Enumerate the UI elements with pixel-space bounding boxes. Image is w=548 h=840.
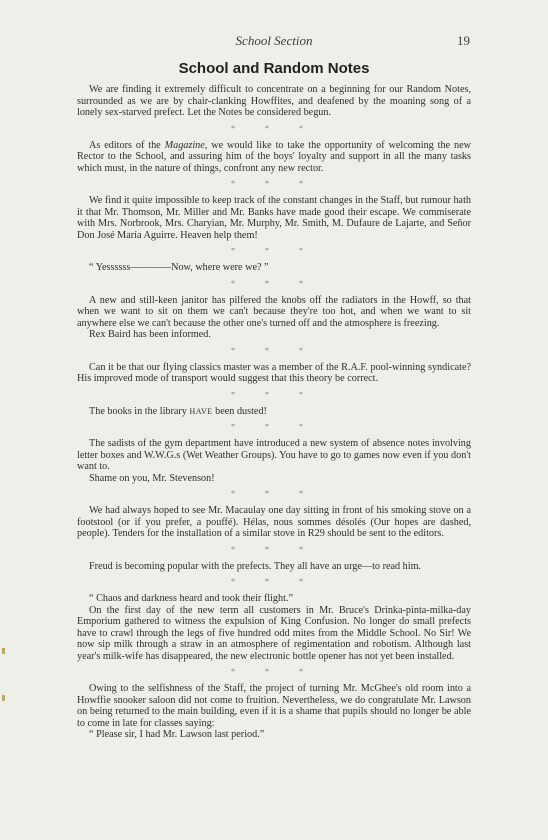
magazine-italic: Magazine xyxy=(164,139,205,151)
separator: * * * xyxy=(231,489,317,498)
section-title: School Section xyxy=(235,33,313,48)
paragraph: A new and still-keen janitor has pilfered the knobs off the radiators in the Howff, so that when we want to sit on them we can't because they're too hot, and when we want to sit anywhere else we can't because the other one's turned off and the atmosphere is freezing. xyxy=(77,294,471,329)
paragraph: Shame on you, Mr. Stevenson! xyxy=(89,472,215,484)
paragraph: Owing to the selfishness of the Staff, the project of turning Mr. McGhee's old room into a Howffie snooker saloon did not come to fruition. Nevertheless, we do congratulate Mr. Lawson on being returned to the main building, even if it is a shame that pupils should no longer be able to come in late for classes saying: xyxy=(77,683,471,729)
paragraph: “ Yessssss————Now, where were we? ” xyxy=(89,262,269,273)
article-title: School and Random Notes xyxy=(178,60,370,77)
separator: * * * xyxy=(231,278,317,288)
page-number: 19 xyxy=(457,33,470,48)
page-header xyxy=(0,33,548,53)
paragraph: As editors of the Magazine, we would like to take the opportunity of welcoming the new Rector to the School, and assuring him of the boys' loyalty and support in all the many tasks which must, in the nature of things, confront any new rector. xyxy=(77,139,471,174)
paragraph: Can it be that our flying classics master was a member of the R.A.F. pool-winning syndicate? His improved mode of transport would suggest that this theory be correct. xyxy=(77,361,471,384)
separator: * * * xyxy=(231,422,317,431)
separator: * * * xyxy=(231,179,317,188)
paragraph: Rex Baird has been informed. xyxy=(89,329,211,340)
separator: * * * xyxy=(231,389,317,399)
paragraph: “ Please sir, I had Mr. Lawson last period.” xyxy=(89,729,265,740)
have-smallcaps: HAVE xyxy=(189,406,213,416)
margin-mark xyxy=(2,648,5,654)
paragraph: “ Chaos and darkness heard and took their flight.” xyxy=(89,593,293,604)
separator: * * * xyxy=(231,246,317,255)
margin-mark xyxy=(2,695,5,701)
paragraph: We find it quite impossible to keep track of the constant changes in the Staff, but rumour hath it that Mr. Thomson, Mr. Miller and Mr. Banks have made good their escape. We commiserate with Mrs. Norbrook, Mrs. Charyian, Mr. Murphy, Mr. Smith, M. Dufaure de Lajarte, and Señor Don José María Aguirre. Heaven help them! xyxy=(77,195,471,241)
separator: * * * xyxy=(231,544,317,554)
paragraph: On the first day of the new term all customers in Mr. Bruce's Drinka-pinta-milka-day Emporium gathered to witness the expulsion of King Confusion. No longer do small prefects have to crawl through the legs of five hundred odd mites from the Middle School. No Sir! We now sip milk through a straw in an atmosphere of regimentation and robotism. Although last year's milk-wife has disappeared, the new electronic bottle opener has not yet been installed. xyxy=(77,604,471,662)
paragraph: The books in the library HAVE been dusted! xyxy=(89,405,267,417)
separator: * * * xyxy=(231,667,317,676)
paragraph: Freud is becoming popular with the prefects. They all have an urge—to read him. xyxy=(89,560,422,572)
paragraph: We had always hoped to see Mr. Macaulay one day sitting in front of his smoking stove on a footstool (or if you prefer, a pouffé). Hélas, nous sommes désolés (Our hopes are dashed, people). Tenders for the installation of a similar stove in R29 should be sent to the editors. xyxy=(77,505,471,539)
paragraph: We are finding it extremely difficult to concentrate on a beginning for our Random Notes, surrounded as we are by chair-clanking Howffites, and deafened by the moaning song of a lonely sex-starved prefect. Let the Notes be considered begun. xyxy=(77,84,471,118)
separator: * * * xyxy=(231,345,317,355)
article-body xyxy=(77,84,471,747)
separator: * * * xyxy=(231,123,317,133)
separator: * * * xyxy=(231,577,317,586)
paragraph: The sadists of the gym department have introduced a new system of absence notes involving letter boxes and W.W.G.s (Wet Weather Groups). You have to go to games now even if you don't want to. xyxy=(77,438,471,472)
